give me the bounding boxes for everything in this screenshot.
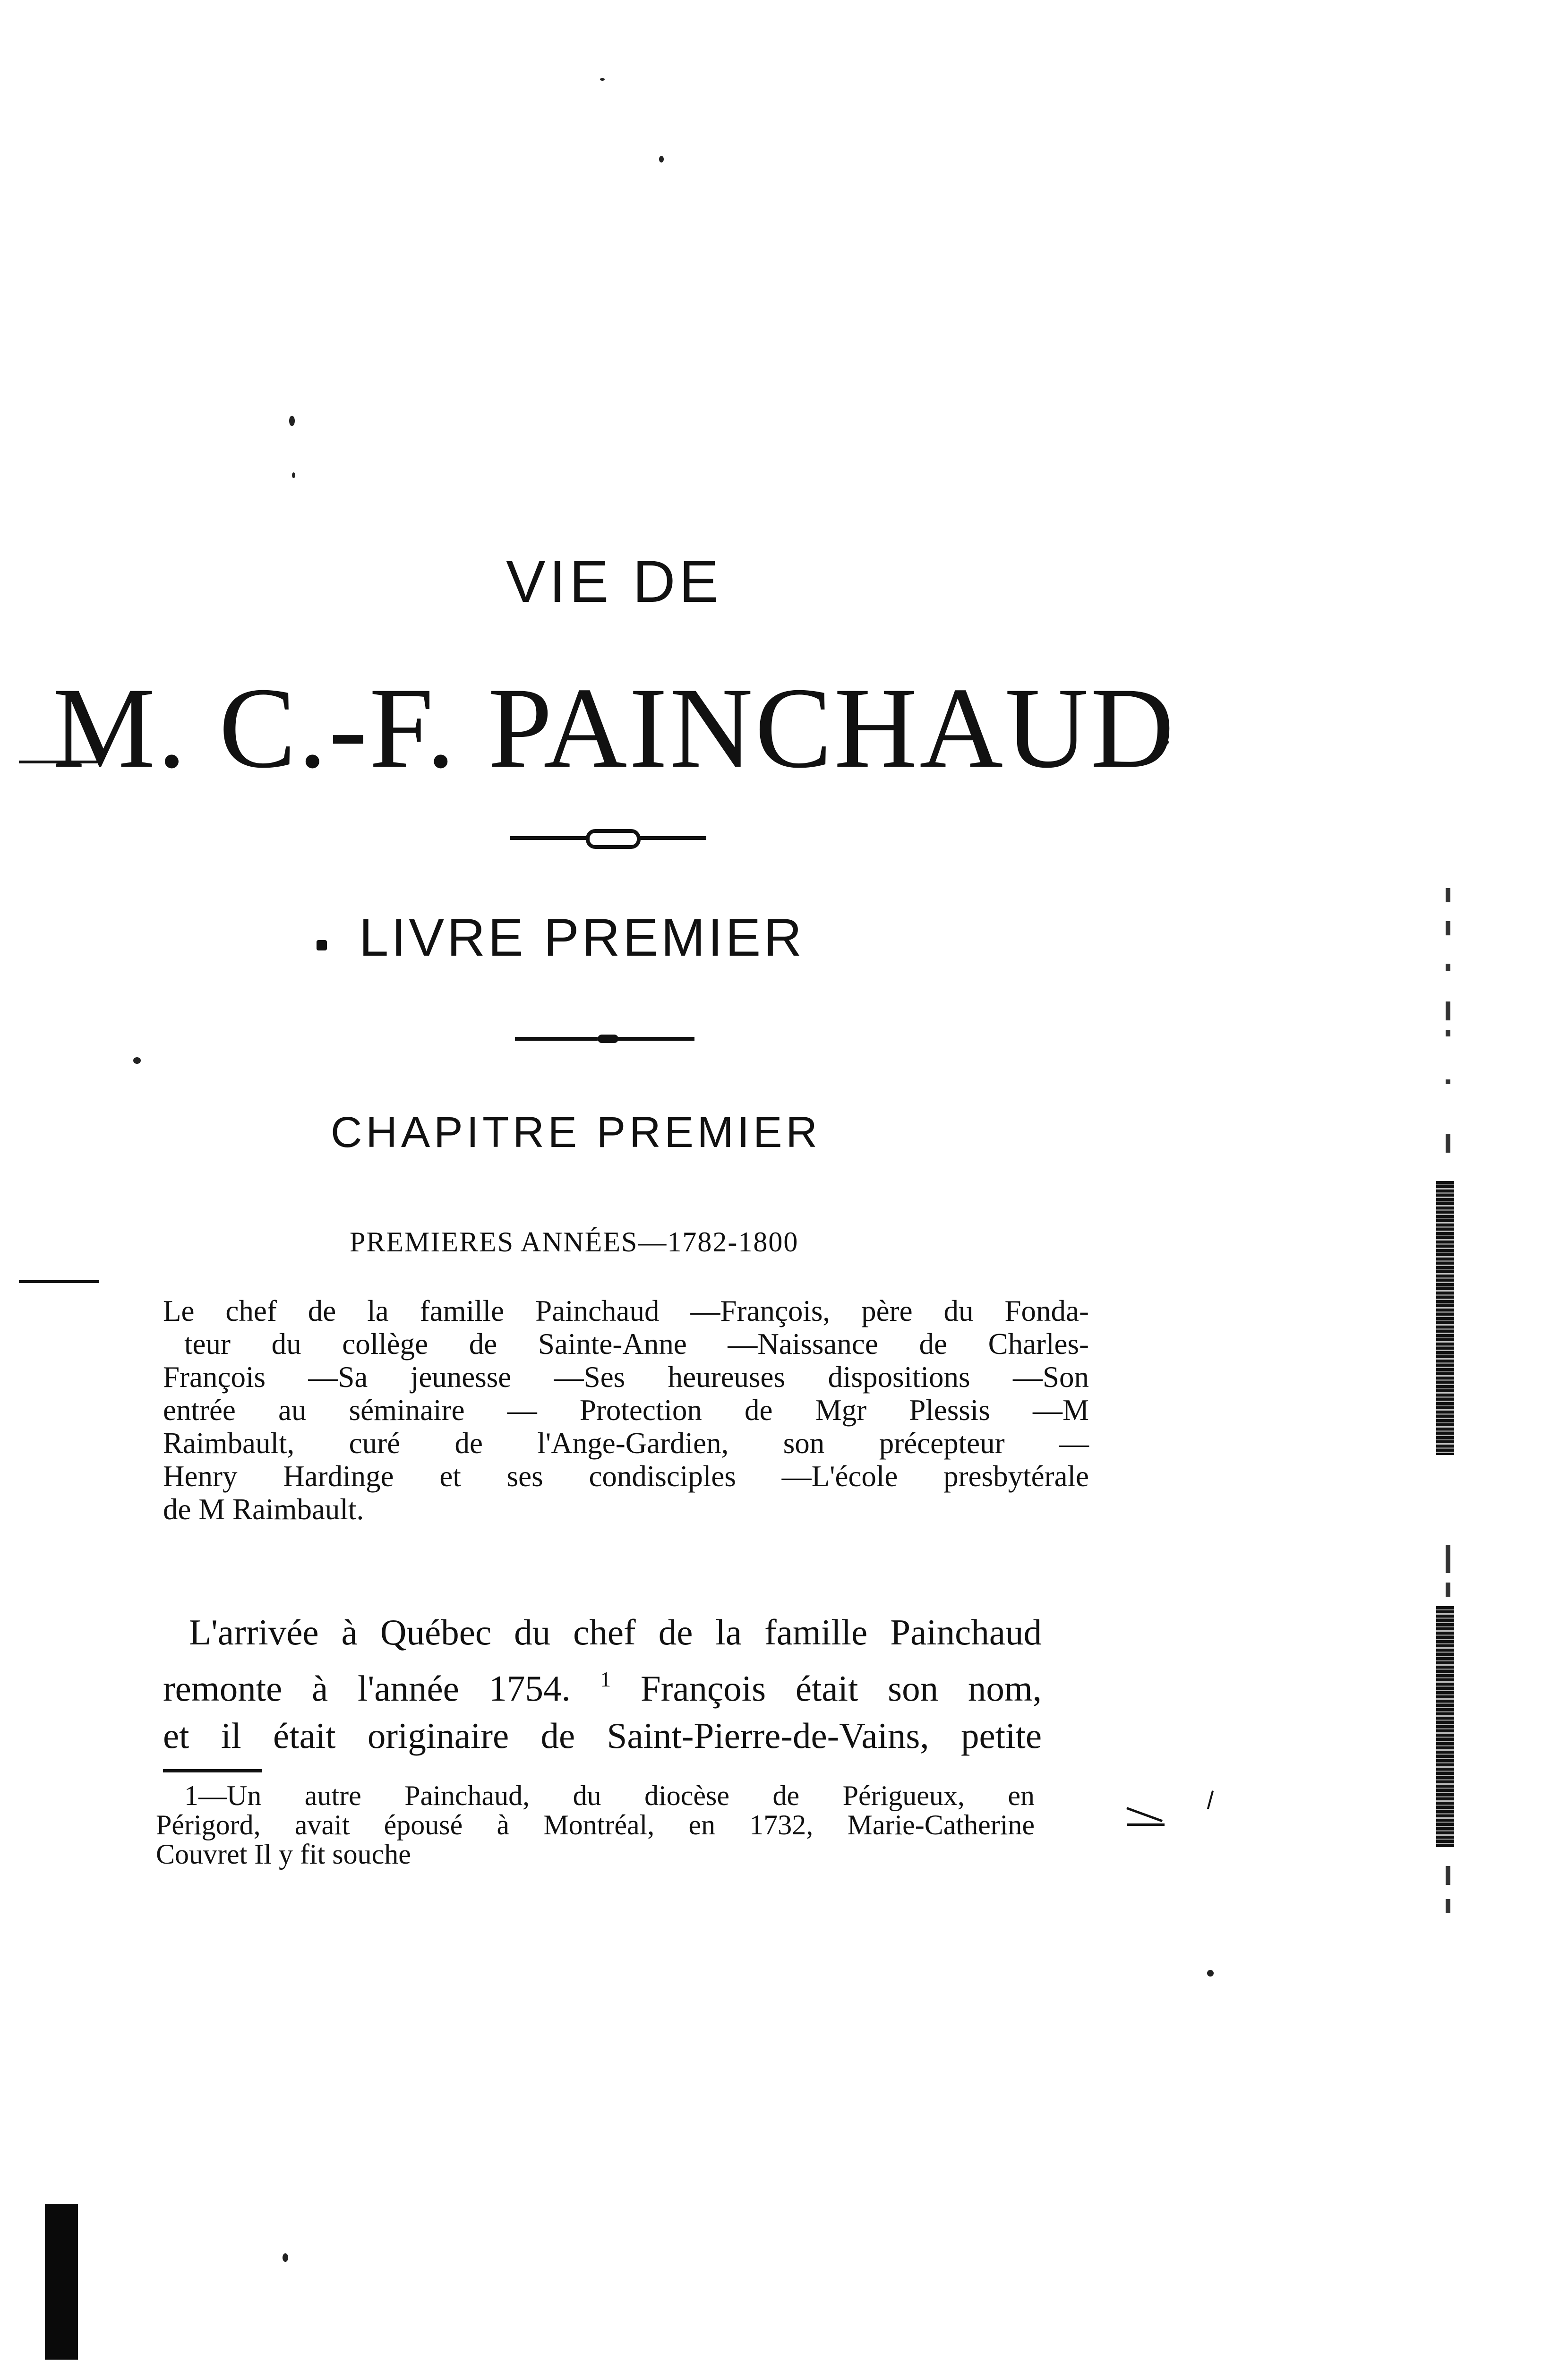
scan-edge-tick <box>1446 1899 1450 1913</box>
scan-speck <box>292 472 295 478</box>
footnote-line: 1—Un autre Painchaud, du diocèse de Périgueux, en <box>184 1780 1035 1811</box>
scan-edge-tick <box>1446 1030 1450 1036</box>
summary-line: Henry Hardinge et ses condisciples —L'école presbytérale <box>163 1460 1089 1493</box>
scan-edge-tick <box>1446 964 1450 971</box>
summary-line: Raimbault, curé de l'Ange-Gardien, son précepteur — <box>163 1427 1089 1460</box>
binding-shadow <box>45 2204 78 2360</box>
summary-line: de M Raimbault. <box>163 1493 364 1526</box>
scan-speck <box>283 2253 288 2262</box>
summary-line: Le chef de la famille Painchaud —François, père du Fonda- <box>163 1294 1089 1327</box>
footnote <box>156 1781 1035 1869</box>
scan-edge-tick <box>1446 888 1450 902</box>
summary-line: teur du collège de Sainte-Anne —Naissance de Charles- <box>184 1327 1089 1361</box>
footnote-line: Périgord, avait épousé à Montréal, en 1732, Marie-Catherine <box>156 1809 1035 1840</box>
bullet-mark <box>317 940 327 950</box>
scan-edge-strip <box>1436 1606 1454 1847</box>
chapter-summary <box>163 1294 1089 1526</box>
scan-edge-tick <box>1446 1079 1450 1084</box>
livre-heading: LIVRE PREMIER <box>359 908 805 967</box>
chapter-subtitle: PREMIERES ANNÉES—1782-1800 <box>350 1226 799 1258</box>
scan-edge-strip <box>1436 1181 1454 1455</box>
scan-speck <box>659 156 664 163</box>
body-line-start: remonte à l'année 1754. <box>163 1668 571 1709</box>
title-vie-de: VIE DE <box>506 549 722 615</box>
scan-speck <box>133 1057 141 1064</box>
footnote-rule <box>163 1769 262 1772</box>
body-line-end: François était son nom, <box>640 1668 1042 1709</box>
summary-line: entrée au séminaire — Protection de Mgr Plessis —M <box>163 1394 1089 1427</box>
scan-edge-tick <box>1446 1134 1450 1153</box>
summary-line: François —Sa jeunesse —Ses heureuses dispositions —Son <box>163 1361 1089 1394</box>
scan-edge-tick <box>1446 1545 1450 1573</box>
body-line: et il était originaire de Saint-Pierre-de-Vains, petite <box>163 1715 1042 1756</box>
scan-edge-tick <box>1446 1583 1450 1597</box>
scan-edge-tick <box>1446 1866 1450 1885</box>
body-paragraph <box>163 1609 1042 1759</box>
margin-rule <box>19 1280 99 1283</box>
scan-edge-tick <box>1446 1001 1450 1020</box>
title-main: M. C.-F. PAINCHAUD <box>52 664 1176 792</box>
body-line <box>163 1656 1042 1712</box>
scan-speck <box>289 416 295 426</box>
footnote-line: Couvret Il y fit souche <box>156 1839 411 1870</box>
scan-speck <box>1207 1970 1214 1977</box>
scan-edge-tick <box>1446 921 1450 935</box>
scan-speck <box>600 78 605 81</box>
chapter-heading: CHAPITRE PREMIER <box>331 1108 821 1156</box>
body-line: L'arrivée à Québec du chef de la famille Painchaud <box>189 1612 1042 1652</box>
footnote-reference[interactable]: 1 <box>600 1668 611 1691</box>
